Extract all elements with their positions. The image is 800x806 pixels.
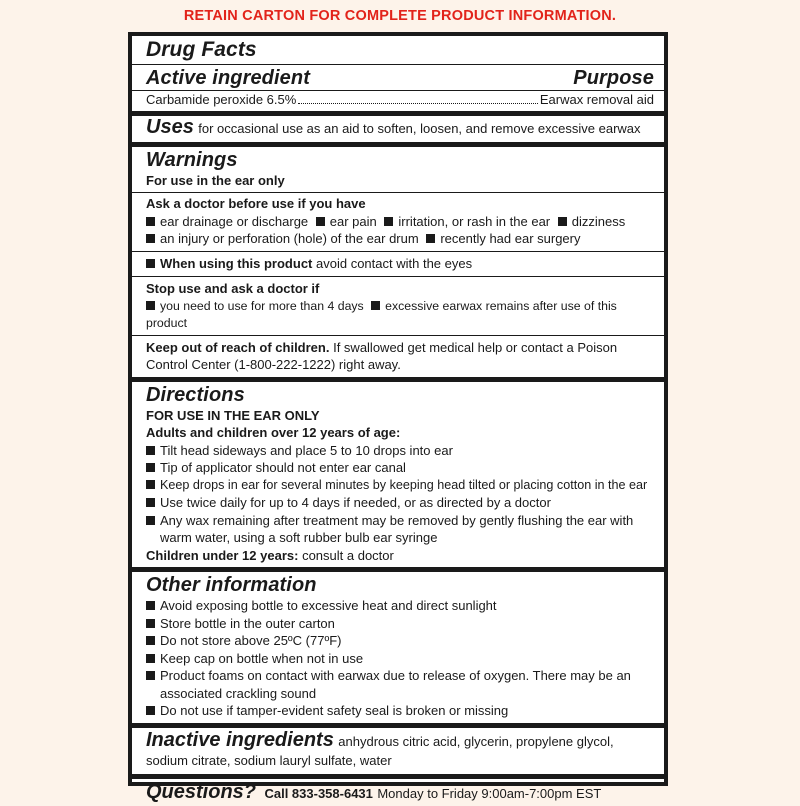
ask-item: ear pain [329,213,377,229]
bullet-icon [316,217,325,226]
ask-doctor-heading: Ask a doctor before use if you have [146,196,366,211]
bullet-icon [146,463,155,472]
questions-section [132,779,664,806]
bullet-icon [146,498,155,507]
bullet-icon [384,217,393,226]
direction-text: Use twice daily for up to 4 days if needed, or as directed by a doctor [160,495,551,510]
other-info-item [146,615,654,633]
inactive-text: anhydrous citric acid, glycerin, propylene glycol, sodium citrate, sodium lauryl sulfate, water [146,733,614,768]
direction-text: Tip of applicator should not enter ear canal [160,460,406,475]
inactive-section [132,728,664,779]
bullet-icon [146,601,155,610]
bullet-icon [371,301,380,310]
stop-item: you need to use for more than 4 days [160,298,364,313]
active-heading-row [146,66,654,90]
directions-section [132,382,664,573]
dot-leader [298,103,538,104]
ask-doctor-block [132,192,664,248]
other-info-text: Product foams on contact with earwax due to release of oxygen. There may be an associated crackling sound [160,668,631,701]
uses-heading: Uses [146,115,194,138]
stop-use-block [132,276,664,333]
direction-item [146,512,654,547]
warnings-section [132,147,664,382]
other-info-item [146,632,654,650]
drug-facts-title: Drug Facts [132,38,664,65]
ask-item: irritation, or rash in the ear [398,213,551,229]
children-row [146,547,654,565]
ear-only-directions: FOR USE IN THE EAR ONLY [146,407,320,423]
inactive-heading: Inactive ingredients [146,728,334,751]
direction-item [146,442,654,460]
ask-item: ear drainage or discharge [160,213,309,229]
bullet-icon [146,671,155,680]
other-info-text: Do not store above 25ºC (77ºF) [160,633,342,648]
direction-text: Any wax remaining after treatment may be removed by gently flushing the ear with warm water, using a soft rubber bulb ear syringe [160,512,634,545]
ask-doctor-list [146,213,654,248]
direction-item [146,477,654,495]
bullet-icon [146,516,155,525]
other-info-heading: Other information [146,574,317,596]
other-info-item [146,650,654,668]
keep-out-text: If swallowed get medical help or contact a Poison Control Center (1-800-222-1222) right away. [146,339,618,372]
bullet-icon [426,234,435,243]
bullet-icon [146,654,155,663]
other-info-text: Do not use if tamper-evident safety seal is broken or missing [160,703,509,718]
stop-use-heading: Stop use and ask a doctor if [146,281,320,296]
children-text: consult a doctor [302,547,394,563]
other-info-text: Keep cap on bottle when not in use [160,650,364,666]
direction-text: Keep drops in ear for several minutes by keeping head tilted or placing cotton in the ear [160,477,648,492]
retain-carton-banner: RETAIN CARTON FOR COMPLETE PRODUCT INFORMATION. [183,8,617,24]
active-ingredient-name: Carbamide peroxide 6.5% [146,92,297,107]
bullet-icon [146,259,155,268]
ask-item: dizziness [571,213,626,229]
uses-text: for occasional use as an aid to soften, loosen, and remove excessive earwax [198,120,641,136]
active-ingredient-heading: Active ingredient [146,67,310,89]
drug-facts-panel [128,32,668,803]
ask-item: recently had ear surgery [440,231,581,246]
bullet-icon [146,217,155,226]
other-info-text: Store bottle in the outer carton [160,615,335,631]
active-ingredient-section [132,36,664,116]
ask-item: an injury or perforation (hole) of the ear drum [160,231,419,246]
bullet-icon [146,636,155,645]
purpose-heading: Purpose [573,67,654,89]
direction-item [146,494,654,512]
other-info-section [132,572,664,728]
uses-section [132,116,664,147]
other-info-item [146,597,654,615]
bullet-icon [146,301,155,310]
stop-use-list [146,298,654,333]
keep-out-block [132,335,664,374]
bullet-icon [146,446,155,455]
direction-text: Tilt head sideways and place 5 to 10 drops into ear [160,442,453,458]
warnings-heading: Warnings [146,148,238,171]
ear-only-warning: For use in the ear only [146,172,285,188]
children-bold: Children under 12 years: [146,547,299,563]
directions-heading: Directions [146,383,245,406]
bullet-icon [146,480,155,489]
bullet-icon [558,217,567,226]
direction-item [146,459,654,477]
active-ingredient-purpose: Earwax removal aid [539,92,654,107]
questions-heading: Questions? [146,780,257,803]
bullet-icon [146,234,155,243]
other-info-item [146,667,654,702]
when-using-text: avoid contact with the eyes [316,255,473,271]
when-using-block [132,251,664,275]
active-ingredient-row [132,90,664,109]
questions-phone: Call 833-358-6431 [264,785,373,801]
when-using-bold: When using this product [160,255,313,271]
keep-out-bold: Keep out of reach of children. [146,339,330,355]
bullet-icon [146,706,155,715]
other-info-text: Avoid exposing bottle to excessive heat and direct sunlight [160,598,497,613]
stop-item: excessive earwax remains after use of this product [146,298,617,330]
adults-heading: Adults and children over 12 years of age: [146,425,401,440]
other-info-item [146,702,654,720]
questions-hours: Monday to Friday 9:00am-7:00pm EST [377,785,602,801]
bullet-icon [146,619,155,628]
